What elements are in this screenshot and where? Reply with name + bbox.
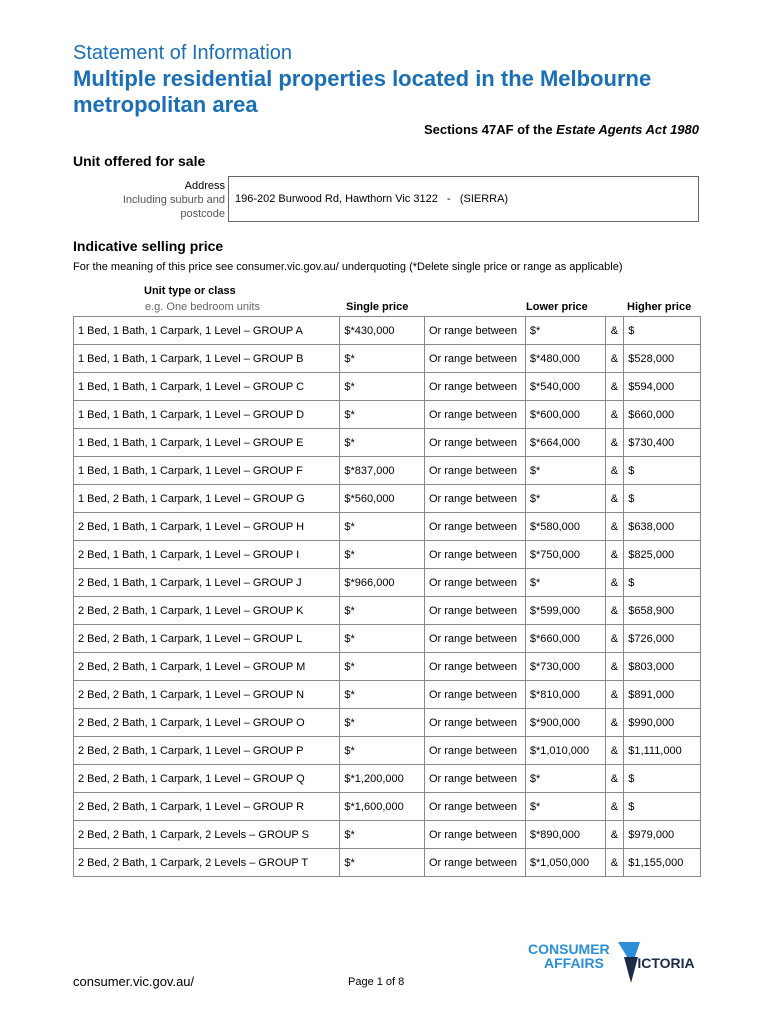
unit-offered-heading: Unit offered for sale (73, 153, 206, 169)
higher-price-field[interactable]: $891,000 (624, 681, 701, 709)
ampersand-cell: & (605, 541, 624, 569)
higher-price-field[interactable]: $ (624, 457, 701, 485)
higher-price-field[interactable]: $ (624, 485, 701, 513)
higher-price-field[interactable]: $658,900 (624, 597, 701, 625)
higher-price-field[interactable]: $1,111,000 (624, 737, 701, 765)
ampersand-cell: & (605, 737, 624, 765)
single-price-field[interactable]: $*966,000 (340, 569, 425, 597)
range-label-cell: Or range between (424, 849, 525, 877)
col-header-unit-example: e.g. One bedroom units (145, 301, 260, 313)
table-row (74, 625, 701, 653)
higher-price-field[interactable]: $660,000 (624, 401, 701, 429)
higher-price-field[interactable]: $990,000 (624, 709, 701, 737)
lower-price-field[interactable]: $* (525, 793, 605, 821)
ampersand-cell: & (605, 569, 624, 597)
ampersand-cell: & (605, 513, 624, 541)
single-price-field[interactable]: $* (340, 373, 425, 401)
range-label-cell: Or range between (424, 597, 525, 625)
unit-type-cell: 2 Bed, 2 Bath, 1 Carpark, 1 Level – GROUP Q (74, 765, 340, 793)
ampersand-cell: & (605, 457, 624, 485)
table-row (74, 541, 701, 569)
single-price-field[interactable]: $* (340, 345, 425, 373)
range-label-cell: Or range between (424, 345, 525, 373)
lower-price-field[interactable]: $*664,000 (525, 429, 605, 457)
range-label-cell: Or range between (424, 429, 525, 457)
page-number: Page 1 of 8 (348, 976, 405, 988)
ampersand-cell: & (605, 765, 624, 793)
range-label-cell: Or range between (424, 625, 525, 653)
single-price-field[interactable]: $* (340, 709, 425, 737)
table-row (74, 793, 701, 821)
table-row (74, 849, 701, 877)
table-row (74, 429, 701, 457)
unit-type-cell: 2 Bed, 1 Bath, 1 Carpark, 1 Level – GROUP J (74, 569, 340, 597)
address-value: 196-202 Burwood Rd, Hawthorn Vic 3122 - (SIERRA) (235, 193, 509, 205)
single-price-field[interactable]: $*560,000 (340, 485, 425, 513)
ampersand-cell: & (605, 317, 624, 345)
act-reference-prefix: Sections 47AF of the (423, 122, 557, 137)
range-label-cell: Or range between (424, 373, 525, 401)
unit-type-cell: 2 Bed, 2 Bath, 1 Carpark, 2 Levels – GROUP S (74, 821, 340, 849)
unit-type-cell: 2 Bed, 2 Bath, 1 Carpark, 2 Levels – GROUP T (74, 849, 340, 877)
single-price-field[interactable]: $*1,200,000 (340, 765, 425, 793)
lower-price-field[interactable]: $*750,000 (525, 541, 605, 569)
table-row (74, 681, 701, 709)
unit-type-cell: 2 Bed, 2 Bath, 1 Carpark, 1 Level – GROUP P (74, 737, 340, 765)
single-price-field[interactable]: $* (340, 513, 425, 541)
higher-price-field[interactable]: $726,000 (624, 625, 701, 653)
address-field[interactable] (228, 176, 699, 222)
table-row (74, 737, 701, 765)
table-row (74, 765, 701, 793)
range-label-cell: Or range between (424, 401, 525, 429)
range-label-cell: Or range between (424, 681, 525, 709)
range-label-cell: Or range between (424, 513, 525, 541)
higher-price-field[interactable]: $638,000 (624, 513, 701, 541)
single-price-field[interactable]: $* (340, 821, 425, 849)
lower-price-field[interactable]: $*600,000 (525, 401, 605, 429)
document-title: Multiple residential properties located in the Melbourne metropolitan area (73, 66, 652, 117)
single-price-field[interactable]: $* (340, 737, 425, 765)
higher-price-field[interactable]: $730,400 (624, 429, 701, 457)
range-label-cell: Or range between (424, 653, 525, 681)
higher-price-field[interactable]: $825,000 (624, 541, 701, 569)
table-row (74, 821, 701, 849)
ampersand-cell: & (605, 849, 624, 877)
table-row (74, 373, 701, 401)
range-label-cell: Or range between (424, 569, 525, 597)
logo-text-consumer: CONSUMER (528, 941, 610, 957)
unit-type-cell: 2 Bed, 2 Bath, 1 Carpark, 1 Level – GROUP R (74, 793, 340, 821)
table-row (74, 709, 701, 737)
range-label-cell: Or range between (424, 485, 525, 513)
table-row (74, 513, 701, 541)
ampersand-cell: & (605, 401, 624, 429)
higher-price-field[interactable]: $ (624, 793, 701, 821)
unit-type-cell: 1 Bed, 1 Bath, 1 Carpark, 1 Level – GROUP C (74, 373, 340, 401)
unit-type-cell: 2 Bed, 2 Bath, 1 Carpark, 1 Level – GROUP K (74, 597, 340, 625)
range-label-cell: Or range between (424, 457, 525, 485)
lower-price-field[interactable]: $*730,000 (525, 653, 605, 681)
lower-price-field[interactable]: $* (525, 457, 605, 485)
table-row (74, 401, 701, 429)
col-header-single: Single price (346, 301, 409, 313)
unit-type-cell: 2 Bed, 2 Bath, 1 Carpark, 1 Level – GROUP O (74, 709, 340, 737)
lower-price-field[interactable]: $*540,000 (525, 373, 605, 401)
range-label-cell: Or range between (424, 737, 525, 765)
range-label-cell: Or range between (424, 709, 525, 737)
range-label-cell: Or range between (424, 793, 525, 821)
single-price-field[interactable]: $* (340, 429, 425, 457)
unit-type-cell: 2 Bed, 1 Bath, 1 Carpark, 1 Level – GROUP H (74, 513, 340, 541)
unit-type-cell: 2 Bed, 2 Bath, 1 Carpark, 1 Level – GROUP M (74, 653, 340, 681)
range-label-cell: Or range between (424, 821, 525, 849)
address-label-line-3: postcode (180, 208, 225, 220)
single-price-field[interactable]: $* (340, 625, 425, 653)
higher-price-field[interactable]: $528,000 (624, 345, 701, 373)
lower-price-field[interactable]: $* (525, 765, 605, 793)
unit-type-cell: 1 Bed, 1 Bath, 1 Carpark, 1 Level – GROUP E (74, 429, 340, 457)
unit-type-cell: 2 Bed, 1 Bath, 1 Carpark, 1 Level – GROUP I (74, 541, 340, 569)
col-header-lower: Lower price (526, 301, 588, 313)
ampersand-cell: & (605, 485, 624, 513)
table-row (74, 457, 701, 485)
higher-price-field[interactable]: $1,155,000 (624, 849, 701, 877)
single-price-field[interactable]: $* (340, 681, 425, 709)
ampersand-cell: & (605, 625, 624, 653)
table-row (74, 597, 701, 625)
lower-price-field[interactable]: $*480,000 (525, 345, 605, 373)
lower-price-field[interactable]: $* (525, 569, 605, 597)
table-row (74, 317, 701, 345)
higher-price-field[interactable]: $594,000 (624, 373, 701, 401)
address-label-line-2: Including suburb and (122, 194, 225, 206)
single-price-field[interactable]: $*430,000 (340, 317, 425, 345)
table-row (74, 485, 701, 513)
lower-price-field[interactable]: $*1,010,000 (525, 737, 605, 765)
table-row (74, 345, 701, 373)
range-label-cell: Or range between (424, 765, 525, 793)
ampersand-cell: & (605, 681, 624, 709)
single-price-field[interactable]: $* (340, 653, 425, 681)
price-meaning-note: For the meaning of this price see consumer.vic.gov.au/ underquoting (*Delete single price or range as applicable) (73, 261, 623, 273)
higher-price-field[interactable]: $803,000 (624, 653, 701, 681)
single-price-field[interactable]: $* (340, 401, 425, 429)
address-label-line-1: Address (184, 180, 225, 192)
higher-price-field[interactable]: $979,000 (624, 821, 701, 849)
range-label-cell: Or range between (424, 317, 525, 345)
lower-price-field[interactable]: $*890,000 (525, 821, 605, 849)
logo-text-affairs: AFFAIRS (544, 955, 604, 971)
lower-price-field[interactable]: $*660,000 (525, 625, 605, 653)
single-price-field[interactable]: $*837,000 (340, 457, 425, 485)
lower-price-field[interactable]: $*810,000 (525, 681, 605, 709)
single-price-field[interactable]: $* (340, 849, 425, 877)
unit-type-cell: 1 Bed, 1 Bath, 1 Carpark, 1 Level – GROUP A (74, 317, 340, 345)
lower-price-field[interactable]: $*900,000 (525, 709, 605, 737)
logo-text-victoria: VICTORIA (628, 955, 695, 971)
document-subtitle: Statement of Information (73, 42, 293, 64)
higher-price-field[interactable]: $ (624, 569, 701, 597)
lower-price-field[interactable]: $* (525, 485, 605, 513)
unit-type-cell: 1 Bed, 2 Bath, 1 Carpark, 1 Level – GROUP G (74, 485, 340, 513)
consumer-affairs-victoria-logo (526, 939, 702, 987)
lower-price-field[interactable]: $*1,050,000 (525, 849, 605, 877)
ampersand-cell: & (605, 653, 624, 681)
indicative-price-heading: Indicative selling price (73, 238, 224, 254)
lower-price-field[interactable]: $*599,000 (525, 597, 605, 625)
footer-url[interactable]: consumer.vic.gov.au/ (73, 974, 195, 989)
address-label (100, 179, 225, 221)
single-price-field[interactable]: $* (340, 597, 425, 625)
unit-type-cell: 2 Bed, 2 Bath, 1 Carpark, 1 Level – GROUP N (74, 681, 340, 709)
table-row (74, 569, 701, 597)
ampersand-cell: & (605, 429, 624, 457)
col-header-unit: Unit type or class (144, 285, 236, 297)
single-price-field[interactable]: $* (340, 541, 425, 569)
unit-type-cell: 1 Bed, 1 Bath, 1 Carpark, 1 Level – GROUP B (74, 345, 340, 373)
table-row (74, 653, 701, 681)
ampersand-cell: & (605, 373, 624, 401)
range-label-cell: Or range between (424, 541, 525, 569)
ampersand-cell: & (605, 345, 624, 373)
act-name: Estate Agents Act 1980 (556, 122, 699, 137)
ampersand-cell: & (605, 793, 624, 821)
col-header-higher: Higher price (627, 301, 692, 313)
ampersand-cell: & (605, 821, 624, 849)
unit-type-cell: 1 Bed, 1 Bath, 1 Carpark, 1 Level – GROUP D (74, 401, 340, 429)
act-reference (424, 122, 699, 137)
price-table (73, 316, 701, 877)
ampersand-cell: & (605, 709, 624, 737)
ampersand-cell: & (605, 597, 624, 625)
lower-price-field[interactable]: $* (525, 317, 605, 345)
higher-price-field[interactable]: $ (624, 317, 701, 345)
lower-price-field[interactable]: $*580,000 (525, 513, 605, 541)
higher-price-field[interactable]: $ (624, 765, 701, 793)
unit-type-cell: 2 Bed, 2 Bath, 1 Carpark, 1 Level – GROUP L (74, 625, 340, 653)
unit-type-cell: 1 Bed, 1 Bath, 1 Carpark, 1 Level – GROUP F (74, 457, 340, 485)
single-price-field[interactable]: $*1,600,000 (340, 793, 425, 821)
